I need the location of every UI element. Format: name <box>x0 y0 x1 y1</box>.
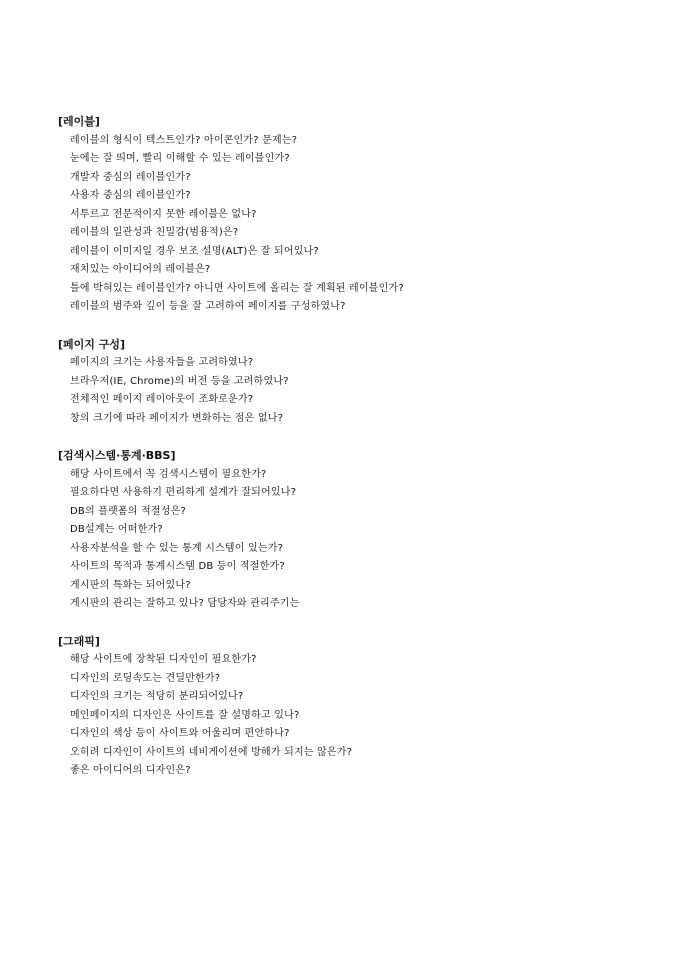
list-item: 창의 크기에 따라 페이지가 변화하는 점은 없나? <box>70 412 284 424</box>
list-item: 눈에는 잘 띄며, 빨리 이해할 수 있는 레이블인가? <box>70 153 290 164</box>
list-item: 개발자 중심의 레이블인가? <box>70 171 191 183</box>
list-item: 게시판의 관리는 잘하고 있나? 담당자와 관리주기는 <box>70 598 300 609</box>
list-item: 메인페이지의 디자인은 사이트를 잘 설명하고 있나? <box>70 709 300 721</box>
list-item: 전체적인 페이지 레이아웃이 조화로운가? <box>70 394 254 405</box>
section-title-search-stats-bbs: [검색시스템·통계·BBS] <box>58 449 176 462</box>
list-item: 레이블의 범주와 깊이 등을 잘 고려하여 페이지를 구성하였나? <box>70 301 346 312</box>
list-item: 재치있는 아이디어의 레이블은? <box>70 264 211 275</box>
list-item: 브라우저(IE, Chrome)의 버전 등을 고려하였나? <box>70 375 289 387</box>
list-item: 사이트의 목적과 통계시스템 DB 등이 적절한가? <box>70 561 285 572</box>
section-title-label: [레이블] <box>58 115 100 128</box>
section-title-page-layout: [페이지 구성] <box>58 337 126 351</box>
list-item: 사용자분석을 할 수 있는 통계 시스템이 있는가? <box>70 542 284 554</box>
list-item: 디자인의 로딩속도는 견딜만한가? <box>70 672 221 684</box>
section-label <box>58 113 658 317</box>
section-page-layout <box>58 336 658 429</box>
list-item: 페이지의 크기는 사용자들을 고려하였나? <box>70 357 254 368</box>
section-search-stats-bbs <box>58 447 658 614</box>
list-item: 틀에 박혀있는 레이블인가? 아니면 사이트에 올리는 잘 계획된 레이블인가? <box>70 282 404 294</box>
list-item: 해당 사이트에 장착된 디자인이 필요한가? <box>70 654 257 665</box>
checklist-content <box>58 113 658 800</box>
list-item: 오히려 디자인이 사이트의 네비게이션에 방해가 되지는 않은가? <box>70 746 353 758</box>
list-item: DB설계는 어떠한가? <box>70 524 163 535</box>
list-item: 필요하다면 사용하기 편리하게 설계가 잘되어있나? <box>70 487 297 498</box>
list-item: 해당 사이트에서 꼭 검색시스템이 필요한가? <box>70 468 267 480</box>
list-item: 디자인의 색상 등이 사이트와 어울리며 편안하나? <box>70 728 290 739</box>
list-item: 레이블이 이미지일 경우 보조 설명(ALT)은 잘 되어있나? <box>70 245 319 257</box>
list-item: 사용자 중심의 레이블인가? <box>70 190 191 201</box>
list-item: 게시판의 특화는 되어있나? <box>70 579 191 591</box>
list-item: 레이블의 일관성과 친밀감(범용적)은? <box>70 227 239 238</box>
section-title-graphic: [그래픽] <box>58 634 100 648</box>
section-graphic <box>58 633 658 781</box>
list-item: 좋은 아이디어의 디자인은? <box>70 765 191 776</box>
list-item: DB의 플랫폼의 적절성은? <box>70 505 186 517</box>
list-item: 디자인의 크기는 적당히 분리되어있나? <box>70 691 244 702</box>
list-item: 레이블의 형식이 텍스트인가? 아이콘인가? 문제는? <box>70 134 298 146</box>
list-item: 서투르고 전문적이지 못한 레이블은 없나? <box>70 208 257 220</box>
